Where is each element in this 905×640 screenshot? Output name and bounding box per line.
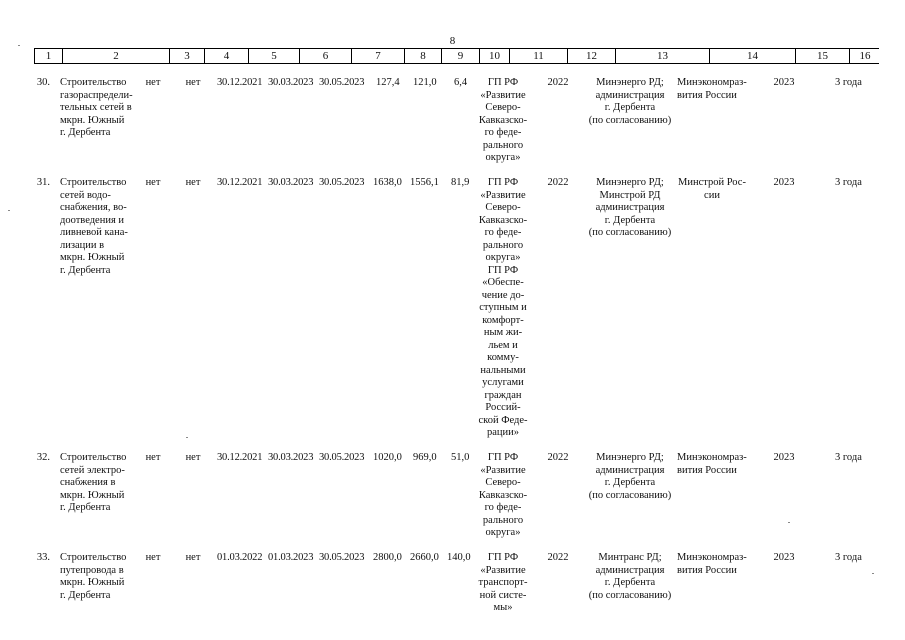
date-commission: 30.05.2023 <box>319 552 365 563</box>
row-number: 31. <box>36 177 50 188</box>
row-number: 30. <box>36 77 50 88</box>
cell-col10: 51,0 <box>451 452 470 463</box>
scan-speck <box>18 45 20 46</box>
cell-col12: 2022 <box>547 77 569 88</box>
column-header: 9 <box>442 49 480 63</box>
column-header: 13 <box>616 49 710 63</box>
scan-speck <box>872 573 874 574</box>
date-end: 30.03.2023 <box>268 177 314 188</box>
cell-col4: нет <box>185 77 201 88</box>
column-header: 4 <box>205 49 249 63</box>
cell-col8: 127,4 <box>376 77 400 88</box>
scan-speck <box>8 210 10 211</box>
cell-col15: 2023 <box>773 177 795 188</box>
date-commission: 30.05.2023 <box>319 452 365 463</box>
row-number: 33. <box>36 552 50 563</box>
cell-col8: 1638,0 <box>373 177 402 188</box>
cell-col3: нет <box>145 177 161 188</box>
cell-col16: 3 года <box>835 552 862 563</box>
date-commission: 30.05.2023 <box>319 177 365 188</box>
column-header: 6 <box>300 49 352 63</box>
federal-agency: Минэкономраз- вития России <box>677 77 747 101</box>
date-commission: 30.05.2023 <box>319 77 365 88</box>
column-header: 3 <box>170 49 205 63</box>
column-header: 1 <box>35 49 63 63</box>
date-start: 30.12.2021 <box>217 452 263 463</box>
page-number: 8 <box>449 35 456 47</box>
cell-col16: 3 года <box>835 452 862 463</box>
cell-col16: 3 года <box>835 177 862 188</box>
cell-col3: нет <box>145 452 161 463</box>
cell-col16: 3 года <box>835 77 862 88</box>
column-header: 12 <box>568 49 616 63</box>
cell-col4: нет <box>185 552 201 563</box>
cell-col10: 140,0 <box>447 552 471 563</box>
program-name: ГП РФ «Развитие Северо- Кавказско- го феде- рального округа» <box>478 452 528 538</box>
cell-col9: 1556,1 <box>410 177 439 188</box>
object-name: Строительство сетей водо- снабжения, во- доотведения и ливневой кана- лизации в мкрн. Южный г. Дербента <box>60 177 128 276</box>
cell-col12: 2022 <box>547 552 569 563</box>
column-header: 11 <box>510 49 568 63</box>
object-name: Строительство газораспредели- тельных сетей в мкрн. Южный г. Дербента <box>60 77 133 138</box>
column-header: 8 <box>405 49 442 63</box>
column-header: 5 <box>249 49 300 63</box>
cell-col9: 969,0 <box>413 452 437 463</box>
cell-col4: нет <box>185 452 201 463</box>
cell-col10: 81,9 <box>451 177 470 188</box>
table-header-row <box>34 48 879 64</box>
cell-col12: 2022 <box>547 177 569 188</box>
column-header: 10 <box>480 49 510 63</box>
column-header: 7 <box>352 49 405 63</box>
cell-col9: 121,0 <box>413 77 437 88</box>
cell-col4: нет <box>185 177 201 188</box>
column-header: 14 <box>710 49 796 63</box>
date-end: 01.03.2023 <box>268 552 314 563</box>
date-end: 30.03.2023 <box>268 77 314 88</box>
federal-agency: Минстрой Рос- сии <box>678 177 746 201</box>
column-header: 2 <box>63 49 170 63</box>
program-name: ГП РФ «Развитие Северо- Кавказско- го феде- рального округа» <box>478 77 528 163</box>
object-name: Строительство сетей электро- снабжения в мкрн. Южный г. Дербента <box>60 452 127 513</box>
row-number: 32. <box>36 452 50 463</box>
cell-col8: 1020,0 <box>373 452 402 463</box>
cell-col15: 2023 <box>773 452 795 463</box>
responsible: Минэнерго РД; Минстрой РД администрация г. Дербента (по согласованию) <box>588 177 672 238</box>
date-end: 30.03.2023 <box>268 452 314 463</box>
cell-col10: 6,4 <box>454 77 468 88</box>
program-name: ГП РФ «Развитие Северо- Кавказско- го феде- рального округа» ГП РФ «Обеспе- чение до- ступным и комфорт- ным жи- льем и комму- нальными услугами граждан Россий- ской Феде- рации» <box>478 177 528 438</box>
cell-col8: 2800,0 <box>373 552 402 563</box>
date-start: 30.12.2021 <box>217 77 263 88</box>
cell-col15: 2023 <box>773 77 795 88</box>
date-start: 01.03.2022 <box>217 552 263 563</box>
responsible: Минтранс РД; администрация г. Дербента (по согласованию) <box>588 552 672 601</box>
date-start: 30.12.2021 <box>217 177 263 188</box>
cell-col12: 2022 <box>547 452 569 463</box>
federal-agency: Минэкономраз- вития России <box>677 552 747 576</box>
federal-agency: Минэкономраз- вития России <box>677 452 747 476</box>
column-header: 16 <box>859 50 871 62</box>
column-header: 15 <box>796 49 850 63</box>
cell-col15: 2023 <box>773 552 795 563</box>
program-name: ГП РФ «Развитие транспорт- ной систе- мы» <box>478 552 528 613</box>
scan-speck <box>186 437 188 438</box>
scan-speck <box>788 522 790 523</box>
cell-col9: 2660,0 <box>410 552 439 563</box>
responsible: Минэнерго РД; администрация г. Дербента (по согласованию) <box>588 77 672 126</box>
responsible: Минэнерго РД; администрация г. Дербента (по согласованию) <box>588 452 672 501</box>
cell-col3: нет <box>145 552 161 563</box>
object-name: Строительство путепровода в мкрн. Южный г. Дербента <box>60 552 127 601</box>
cell-col3: нет <box>145 77 161 88</box>
